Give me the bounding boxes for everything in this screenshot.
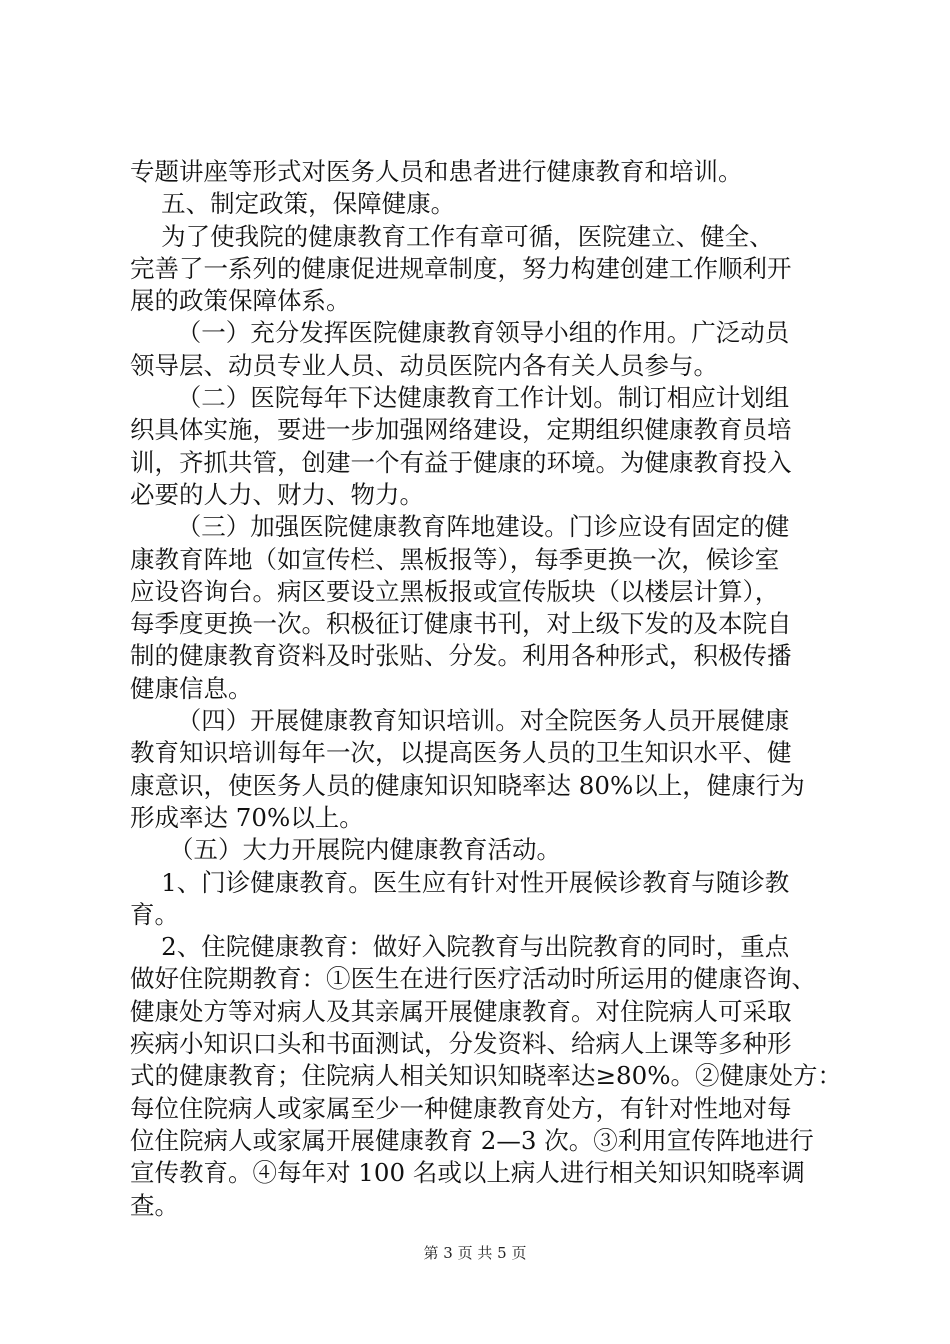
text-line: 康意识，使医务人员的健康知识知晓率达 80%以上，健康行为 bbox=[130, 770, 805, 800]
text-line: （一）充分发挥医院健康教育领导小组的作用。广泛动员 bbox=[130, 318, 790, 348]
text-line: 健康信息。 bbox=[130, 673, 253, 703]
text-line: 每季度更换一次。积极征订健康书刊，对上级下发的及本院自 bbox=[130, 609, 792, 639]
text-line: 制的健康教育资料及时张贴、分发。利用各种形式，积极传播 bbox=[130, 641, 792, 671]
text-line: 宣传教育。④每年对 100 名或以上病人进行相关知识知晓率调 bbox=[130, 1158, 805, 1188]
text-line: 2、住院健康教育：做好入院教育与出院教育的同时，重点 bbox=[130, 932, 790, 962]
text-line: （二）医院每年下达健康教育工作计划。制订相应计划组 bbox=[130, 383, 790, 413]
text-line: 应设咨询台。病区要设立黑板报或宣传版块（以楼层计算）， bbox=[130, 576, 780, 606]
text-line: 健康处方等对病人及其亲属开展健康教育。对住院病人可采取 bbox=[130, 996, 792, 1026]
text-line: 1、门诊健康教育。医生应有针对性开展候诊教育与随诊教 bbox=[130, 867, 790, 897]
page-number-footer: 第 3 页 共 5 页 bbox=[423, 1244, 527, 1262]
text-line: 疾病小知识口头和书面测试，分发资料、给病人上课等多种形 bbox=[130, 1029, 792, 1059]
text-line: 形成率达 70%以上。 bbox=[130, 802, 364, 832]
text-line: 每位住院病人或家属至少一种健康教育处方，有针对性地对每 bbox=[130, 1093, 792, 1123]
text-line: 织具体实施，要进一步加强网络建设，定期组织健康教育员培 bbox=[130, 415, 792, 445]
text-line: 五、制定政策，保障健康。 bbox=[130, 189, 456, 219]
document-body bbox=[130, 156, 842, 1222]
text-line: 位住院病人或家属开展健康教育 2—3 次。③利用宣传阵地进行 bbox=[130, 1125, 814, 1155]
text-line: 式的健康教育；住院病人相关知识知晓率达≥80%。②健康处方： bbox=[130, 1061, 842, 1091]
text-line: 必要的人力、财力、物力。 bbox=[130, 479, 424, 509]
text-line: 为了使我院的健康教育工作有章可循，医院建立、健全、 bbox=[130, 221, 774, 251]
text-line: （三）加强医院健康教育阵地建设。门诊应设有固定的健 bbox=[130, 512, 790, 542]
text-line: 领导层、动员专业人员、动员医院内各有关人员参与。 bbox=[130, 350, 718, 380]
text-line: 专题讲座等形式对医务人员和患者进行健康教育和培训。 bbox=[130, 157, 743, 186]
text-line: 康教育阵地（如宣传栏、黑板报等），每季更换一次，候诊室 bbox=[130, 544, 780, 574]
text-line: 完善了一系列的健康促进规章制度，努力构建创建工作顺利开 bbox=[130, 253, 792, 283]
text-line: 查。 bbox=[130, 1190, 179, 1220]
text-line: （四）开展健康教育知识培训。对全院医务人员开展健康 bbox=[130, 706, 790, 736]
text-line: （五）大力开展院内健康教育活动。 bbox=[130, 835, 561, 865]
text-line: 训，齐抓共管，创建一个有益于健康的环境。为健康教育投入 bbox=[130, 447, 792, 477]
text-line: 展的政策保障体系。 bbox=[130, 286, 351, 316]
text-line: 做好住院期教育：①医生在进行医疗活动时所运用的健康咨询、 bbox=[130, 964, 816, 994]
text-line: 育。 bbox=[130, 899, 179, 929]
text-line: 教育知识培训每年一次，以提高医务人员的卫生知识水平、健 bbox=[130, 738, 792, 768]
